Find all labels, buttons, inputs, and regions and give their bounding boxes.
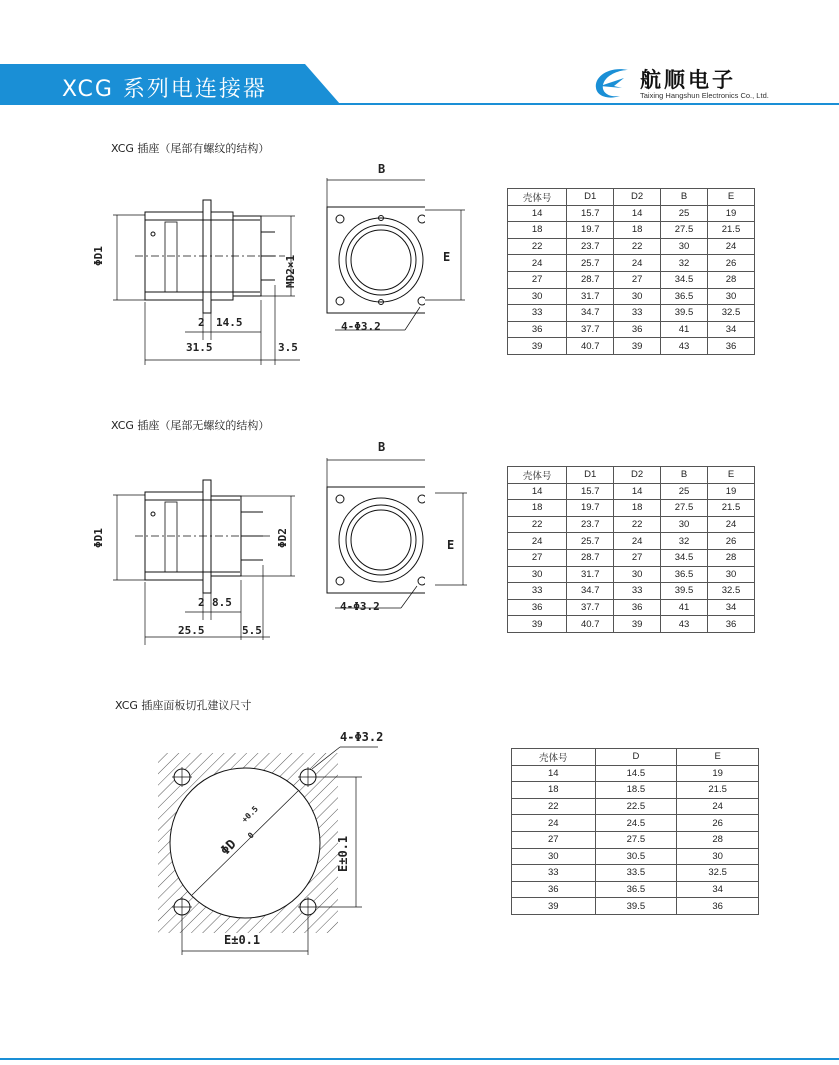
table-cell: 19 xyxy=(707,205,754,222)
table-cell: 24 xyxy=(677,798,759,815)
label-d1-2: ΦD1 xyxy=(92,528,105,548)
table-cell: 14 xyxy=(512,765,596,782)
table-cell: 36.5 xyxy=(661,288,708,305)
table-row xyxy=(512,765,759,782)
footer-divider xyxy=(0,1058,839,1060)
table-cell: 33.5 xyxy=(595,865,677,882)
table-cell: 37.7 xyxy=(567,321,614,338)
table-cell: 31.7 xyxy=(567,566,614,583)
table-cell: 23.7 xyxy=(567,238,614,255)
table-cell: 27 xyxy=(508,549,567,566)
table-header-cell: 壳体号 xyxy=(508,467,567,484)
table-cell: 36 xyxy=(707,616,754,633)
table-cell: 36 xyxy=(614,321,661,338)
table-cell: 14 xyxy=(614,483,661,500)
table-header-cell: D xyxy=(595,749,677,766)
label-dim-31-5: 31.5 xyxy=(186,341,213,354)
table-cell: 30 xyxy=(508,566,567,583)
table-cell: 30 xyxy=(661,238,708,255)
table-row xyxy=(508,616,755,633)
table-cell: 34.7 xyxy=(567,305,614,322)
table-cell: 24 xyxy=(614,533,661,550)
table-cell: 39 xyxy=(614,338,661,355)
table-cell: 34.5 xyxy=(661,549,708,566)
label-dim-2-1: 2 xyxy=(198,316,205,329)
table-cell: 28 xyxy=(677,831,759,848)
table-header-cell: B xyxy=(661,189,708,206)
table-cell: 36 xyxy=(707,338,754,355)
table-cell: 34 xyxy=(707,321,754,338)
table-cell: 18 xyxy=(614,500,661,517)
table-row xyxy=(508,288,755,305)
table-header-cell: E xyxy=(677,749,759,766)
table-cell: 22 xyxy=(508,238,567,255)
table-cell: 36 xyxy=(508,321,567,338)
table-cell: 33 xyxy=(614,305,661,322)
table-cell: 36 xyxy=(677,898,759,915)
table-cell: 39.5 xyxy=(661,305,708,322)
table-cell: 36.5 xyxy=(595,881,677,898)
table-cell: 30 xyxy=(661,516,708,533)
table-cell: 22.5 xyxy=(595,798,677,815)
table-cell: 24.5 xyxy=(595,815,677,832)
company-name: 航顺电子 xyxy=(640,68,736,92)
table-row xyxy=(508,205,755,222)
table-row xyxy=(508,271,755,288)
table-cell: 39 xyxy=(512,898,596,915)
header-divider xyxy=(0,103,839,105)
label-d-3: ΦD xyxy=(218,836,240,859)
table-cell: 28 xyxy=(707,549,754,566)
spec-table-unthreaded xyxy=(507,466,755,633)
table-cell: 43 xyxy=(661,338,708,355)
table-cell: 37.7 xyxy=(567,599,614,616)
table-cell: 18.5 xyxy=(595,782,677,799)
table-header-cell: 壳体号 xyxy=(512,749,596,766)
table-cell: 41 xyxy=(661,599,708,616)
table-cell: 14 xyxy=(614,205,661,222)
table-cell: 34.7 xyxy=(567,583,614,600)
label-holes-1: 4-Φ3.2 xyxy=(341,320,381,333)
table-row xyxy=(512,815,759,832)
label-dim-2-2: 2 xyxy=(198,596,205,609)
table-cell: 33 xyxy=(508,583,567,600)
section-title-unthreaded: XCG 插座（尾部无螺纹的结构） xyxy=(111,419,270,432)
table-cell: 27.5 xyxy=(595,831,677,848)
table-cell: 30 xyxy=(677,848,759,865)
label-e-side-3: E±0.1 xyxy=(336,835,350,872)
table-row xyxy=(508,599,755,616)
table-header-cell: D1 xyxy=(567,189,614,206)
table-row xyxy=(508,566,755,583)
label-e-1: E xyxy=(443,250,451,264)
table-cell: 25.7 xyxy=(567,533,614,550)
table-row xyxy=(508,255,755,272)
table-cell: 22 xyxy=(508,516,567,533)
page-title: XCG 系列电连接器 xyxy=(62,77,267,102)
table-cell: 30 xyxy=(707,288,754,305)
table-cell: 30 xyxy=(614,288,661,305)
table-header-cell: B xyxy=(661,467,708,484)
label-tol-plus: +0.5 xyxy=(240,804,260,825)
table-cell: 28.7 xyxy=(567,549,614,566)
table-cell: 19.7 xyxy=(567,500,614,517)
label-dim-25-5: 25.5 xyxy=(178,624,205,637)
table-cell: 24 xyxy=(707,516,754,533)
table-cell: 28.7 xyxy=(567,271,614,288)
spec-table-threaded xyxy=(507,188,755,355)
section-title-panel-cutout: XCG 插座面板切孔建议尺寸 xyxy=(115,699,252,712)
table-cell: 27 xyxy=(614,271,661,288)
label-b-2: B xyxy=(378,440,386,454)
table-cell: 30 xyxy=(508,288,567,305)
table-row xyxy=(512,848,759,865)
table-cell: 27 xyxy=(508,271,567,288)
table-row xyxy=(508,222,755,239)
label-dim-5-5: 5.5 xyxy=(242,624,262,637)
table-cell: 24 xyxy=(508,533,567,550)
table-cell: 21.5 xyxy=(677,782,759,799)
table-cell: 43 xyxy=(661,616,708,633)
table-cell: 33 xyxy=(512,865,596,882)
table-row xyxy=(508,483,755,500)
table-cell: 32 xyxy=(661,255,708,272)
table-row xyxy=(512,898,759,915)
table-header-row xyxy=(512,749,759,766)
table-cell: 25 xyxy=(661,483,708,500)
table-cell: 24 xyxy=(512,815,596,832)
table-cell: 34 xyxy=(707,599,754,616)
table-row xyxy=(508,516,755,533)
table-header-cell: 壳体号 xyxy=(508,189,567,206)
label-holes-2: 4-Φ3.2 xyxy=(340,600,380,613)
table-cell: 27.5 xyxy=(661,222,708,239)
table-cell: 14 xyxy=(508,205,567,222)
table-header-cell: E xyxy=(707,467,754,484)
label-tol-zero: 0 xyxy=(246,830,256,841)
table-row xyxy=(512,782,759,799)
table-header-cell: D2 xyxy=(614,467,661,484)
table-cell: 15.7 xyxy=(567,483,614,500)
table-cell: 30.5 xyxy=(595,848,677,865)
table-cell: 39.5 xyxy=(595,898,677,915)
table-cell: 18 xyxy=(508,500,567,517)
table-cell: 23.7 xyxy=(567,516,614,533)
table-cell: 26 xyxy=(707,255,754,272)
table-cell: 32.5 xyxy=(707,583,754,600)
table-cell: 33 xyxy=(614,583,661,600)
table-cell: 34 xyxy=(677,881,759,898)
table-cell: 19 xyxy=(677,765,759,782)
table-cell: 39 xyxy=(508,338,567,355)
drawing-unthreaded-socket xyxy=(95,440,425,650)
table-cell: 18 xyxy=(512,782,596,799)
table-cell: 30 xyxy=(614,566,661,583)
table-cell: 30 xyxy=(512,848,596,865)
table-row xyxy=(508,549,755,566)
table-row xyxy=(508,583,755,600)
table-cell: 36 xyxy=(614,599,661,616)
label-dim-3-5: 3.5 xyxy=(278,341,298,354)
label-d2-2: ΦD2 xyxy=(276,528,289,548)
table-cell: 26 xyxy=(677,815,759,832)
table-row xyxy=(512,865,759,882)
label-dim-8-5: 8.5 xyxy=(212,596,232,609)
company-logo-icon xyxy=(588,64,638,104)
table-row xyxy=(512,831,759,848)
table-cell: 22 xyxy=(614,516,661,533)
table-cell: 25.7 xyxy=(567,255,614,272)
table-cell: 25 xyxy=(661,205,708,222)
table-row xyxy=(508,238,755,255)
table-row xyxy=(508,338,755,355)
table-cell: 36 xyxy=(512,881,596,898)
label-holes-3: 4-Φ3.2 xyxy=(340,730,384,744)
table-cell: 34.5 xyxy=(661,271,708,288)
table-row xyxy=(508,321,755,338)
table-cell: 22 xyxy=(512,798,596,815)
table-cell: 24 xyxy=(508,255,567,272)
label-b-1: B xyxy=(378,162,386,176)
table-cell: 14.5 xyxy=(595,765,677,782)
company-subtitle: Taixing Hangshun Electronics Co., Ltd. xyxy=(640,91,769,100)
table-row xyxy=(508,305,755,322)
spec-table-panel-cutout xyxy=(511,748,759,915)
table-cell: 18 xyxy=(614,222,661,239)
label-e-2: E xyxy=(447,538,455,552)
table-cell: 18 xyxy=(508,222,567,239)
label-dim-14-5: 14.5 xyxy=(216,316,243,329)
table-header-cell: D1 xyxy=(567,467,614,484)
table-header-cell: E xyxy=(707,189,754,206)
table-cell: 39 xyxy=(614,616,661,633)
table-cell: 31.7 xyxy=(567,288,614,305)
table-cell: 28 xyxy=(707,271,754,288)
drawing-threaded-socket xyxy=(95,160,425,375)
table-cell: 40.7 xyxy=(567,616,614,633)
table-row xyxy=(508,533,755,550)
table-cell: 32.5 xyxy=(707,305,754,322)
table-row xyxy=(512,798,759,815)
table-cell: 21.5 xyxy=(707,500,754,517)
table-header-cell: D2 xyxy=(614,189,661,206)
table-cell: 30 xyxy=(707,566,754,583)
table-cell: 22 xyxy=(614,238,661,255)
table-cell: 33 xyxy=(508,305,567,322)
table-cell: 27 xyxy=(512,831,596,848)
table-cell: 32 xyxy=(661,533,708,550)
table-header-row xyxy=(508,467,755,484)
table-cell: 21.5 xyxy=(707,222,754,239)
table-cell: 36.5 xyxy=(661,566,708,583)
section-title-threaded: XCG 插座（尾部有螺纹的结构） xyxy=(111,142,270,155)
table-cell: 36 xyxy=(508,599,567,616)
table-header-row xyxy=(508,189,755,206)
table-cell: 26 xyxy=(707,533,754,550)
table-row xyxy=(508,500,755,517)
table-cell: 40.7 xyxy=(567,338,614,355)
table-cell: 39.5 xyxy=(661,583,708,600)
table-row xyxy=(512,881,759,898)
table-cell: 19.7 xyxy=(567,222,614,239)
table-cell: 15.7 xyxy=(567,205,614,222)
label-e-bottom-3: E±0.1 xyxy=(224,933,261,947)
label-d1-1: ΦD1 xyxy=(92,246,105,266)
table-cell: 39 xyxy=(508,616,567,633)
label-md2-1: MD2×1 xyxy=(284,254,297,288)
table-cell: 27.5 xyxy=(661,500,708,517)
table-cell: 24 xyxy=(614,255,661,272)
table-cell: 14 xyxy=(508,483,567,500)
table-cell: 19 xyxy=(707,483,754,500)
table-cell: 32.5 xyxy=(677,865,759,882)
table-cell: 24 xyxy=(707,238,754,255)
table-cell: 27 xyxy=(614,549,661,566)
table-cell: 41 xyxy=(661,321,708,338)
